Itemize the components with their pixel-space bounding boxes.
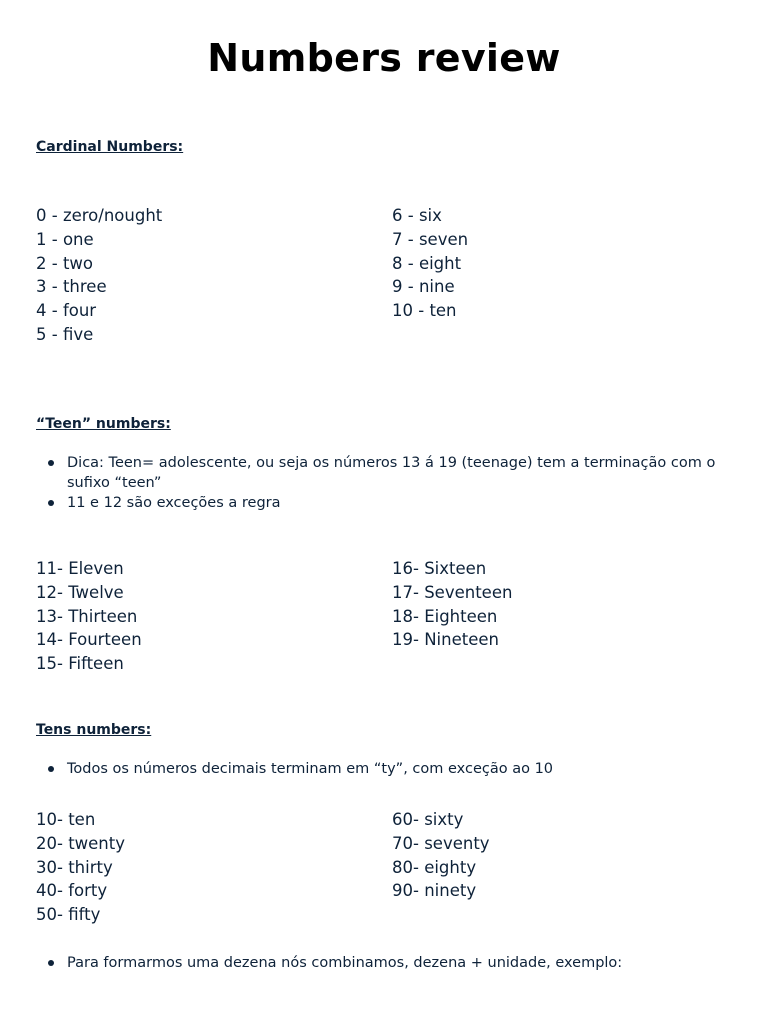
list-item: 19- Nineteen (392, 630, 499, 650)
list-item: 20- twenty (36, 833, 126, 853)
bullet-text: 11 e 12 são exceções a regra (67, 495, 281, 511)
list-item: 90- ninety (392, 881, 477, 901)
list-item: 14- Fourteen (36, 630, 142, 650)
list-item: 4 - four (36, 301, 97, 321)
list-item: 11- Eleven (36, 559, 124, 578)
bullet-item (36, 953, 716, 973)
list-item: 13- Thirteen (36, 606, 138, 626)
list-item: 5 - five (36, 324, 94, 344)
list-item: 6 - six (392, 206, 442, 225)
page-title: Numbers review (207, 36, 561, 80)
cardinal-numbers-right-list (392, 204, 468, 323)
list-item: 9 - nine (392, 277, 455, 297)
bullet-text: Dica: Teen= adolescente, ou seja os números 13 á 19 (teenage) tem a terminação com o sufixo “teen” (67, 455, 716, 491)
list-item: 8 - eight (392, 253, 462, 273)
list-item: 60- sixty (392, 810, 464, 829)
list-item: 12- Twelve (36, 582, 124, 602)
teen-numbers-heading: “Teen” numbers: (36, 416, 171, 432)
bullet-item (36, 453, 716, 493)
list-item: 70- seventy (392, 833, 490, 853)
list-item: 2 - two (36, 253, 94, 273)
list-item: 10 - ten (392, 301, 457, 321)
tens-numbers-heading: Tens numbers: (36, 722, 152, 738)
teen-numbers-left-list (36, 557, 142, 676)
list-item: 40- forty (36, 881, 108, 901)
list-item: 30- thirty (36, 857, 113, 877)
bullet-item (36, 759, 716, 779)
bullet-text: Para formarmos uma dezena nós combinamos, dezena + unidade, exemplo: (67, 955, 623, 971)
list-item: 18- Eighteen (392, 606, 498, 626)
teen-numbers-bullet-list (36, 453, 716, 513)
cardinal-numbers-heading: Cardinal Numbers: (36, 139, 184, 155)
list-item: 3 - three (36, 277, 107, 297)
bullet-text: Todos os números decimais terminam em “ty”, com exceção ao 10 (67, 761, 554, 777)
bullet-icon (48, 500, 54, 506)
list-item: 0 - zero/nought (36, 206, 163, 225)
list-item: 10- ten (36, 810, 96, 829)
tens-numbers-left-list (36, 808, 125, 927)
bullet-icon (48, 960, 54, 966)
tens-numbers-bullet-list (36, 759, 716, 779)
list-item: 50- fifty (36, 905, 101, 925)
list-item: 7 - seven (392, 229, 469, 249)
teen-numbers-right-list (392, 557, 512, 652)
list-item: 80- eighty (392, 857, 477, 877)
list-item: 16- Sixteen (392, 559, 487, 578)
list-item: 15- Fifteen (36, 654, 124, 674)
list-item: 1 - one (36, 229, 94, 249)
bullet-icon (48, 766, 54, 772)
bullet-icon (48, 460, 54, 466)
bullet-item (36, 493, 716, 513)
cardinal-numbers-left-list (36, 204, 162, 347)
tens-numbers-right-list (392, 808, 490, 903)
tens-combination-bullet-list (36, 953, 716, 973)
list-item: 17- Seventeen (392, 582, 513, 602)
